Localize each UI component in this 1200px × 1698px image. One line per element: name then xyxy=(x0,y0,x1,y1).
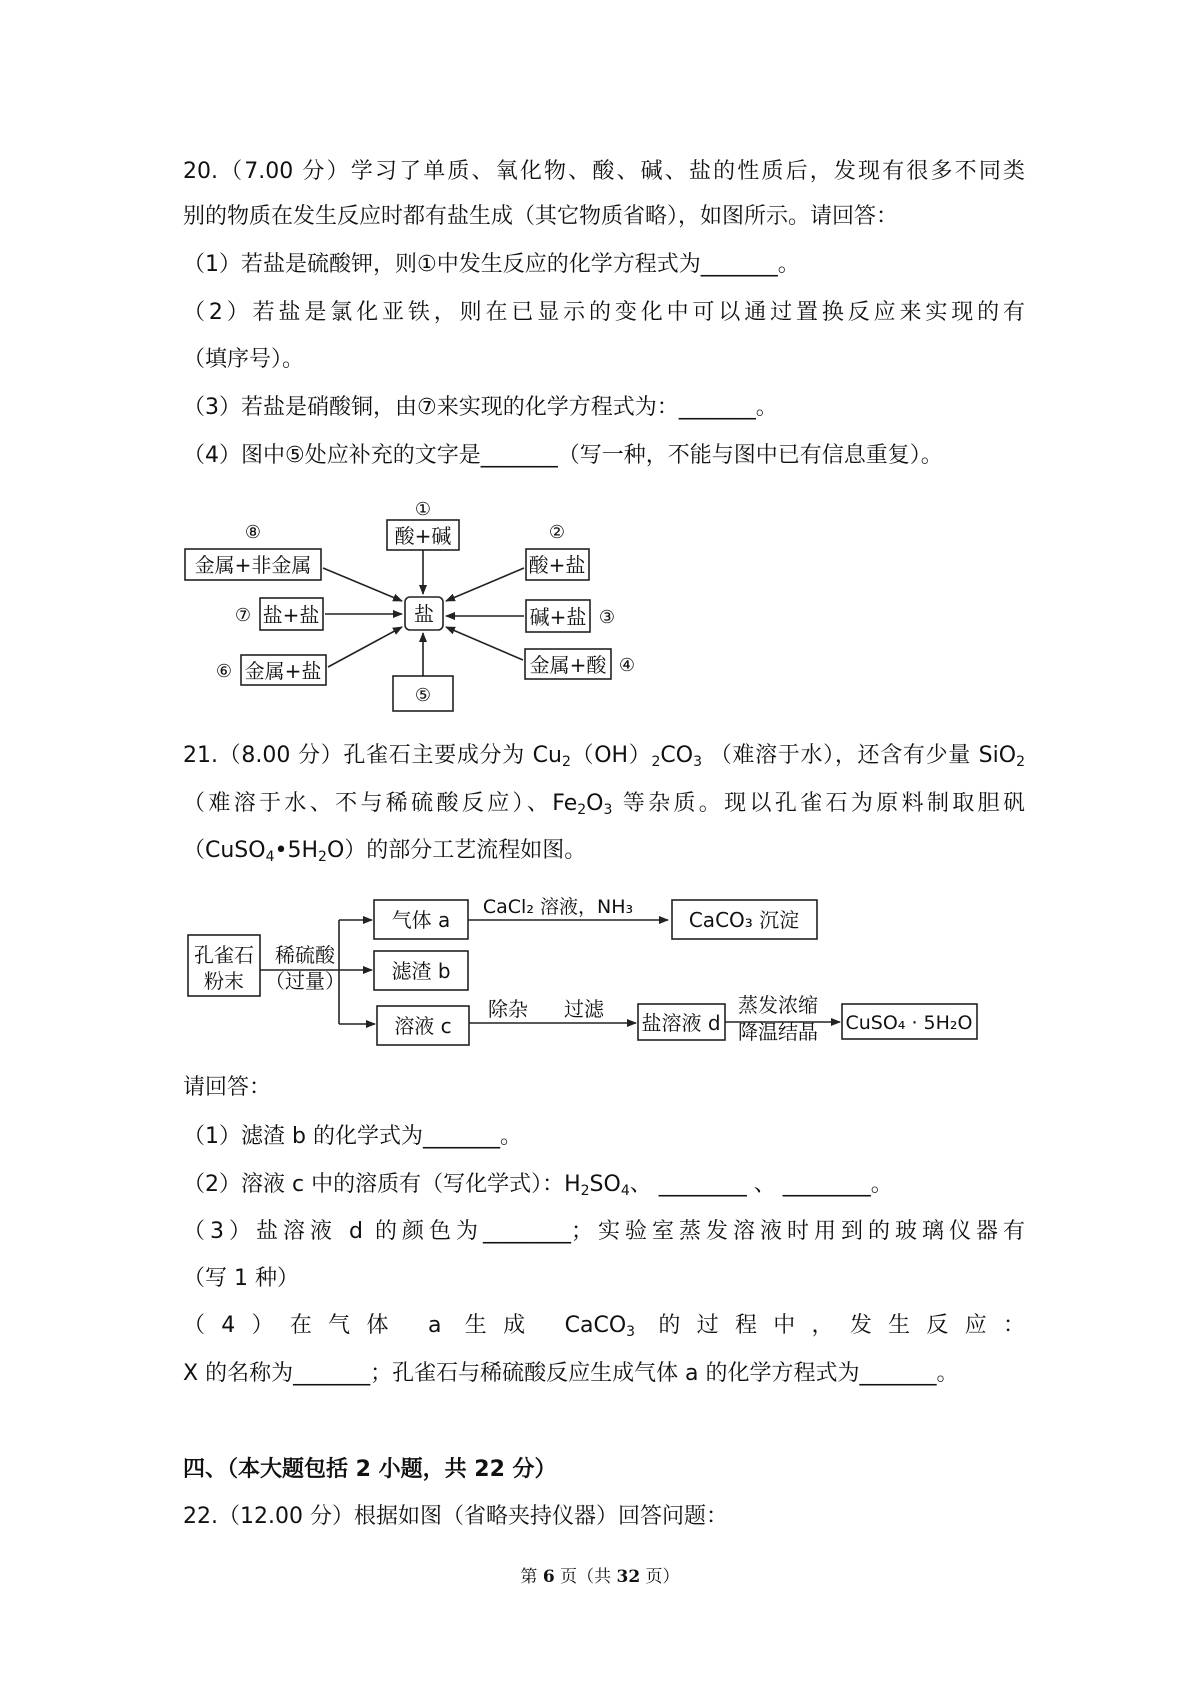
subscript: 3 xyxy=(626,1324,636,1340)
product-box: CuSO₄ · 5H₂O xyxy=(845,1012,973,1034)
text-segment: O）的部分工艺流程如图。 xyxy=(326,838,587,863)
svg-text:金属+酸: 金属+酸 xyxy=(529,653,607,677)
step-filter: 过滤 xyxy=(564,997,604,1021)
subscript: 4 xyxy=(265,849,275,865)
subscript: 2 xyxy=(580,1183,590,1199)
gas-a-box: 气体 a xyxy=(391,908,451,932)
svg-text:④: ④ xyxy=(618,655,636,676)
text-segment: （2）溶液 c 中的溶质有（写化学式）：H xyxy=(183,1172,581,1197)
text-segment: （4）在气体 a 生成 CaCO xyxy=(183,1313,627,1338)
svg-text:金属+非金属: 金属+非金属 xyxy=(194,553,312,577)
text-segment: 20.（7.00 分）学习了单质、氧化物、酸、碱、盐的性质后，发现有很多不同类 xyxy=(183,159,1025,184)
text-segment: （CuSO xyxy=(183,838,266,863)
text-segment: 等杂质。现以孔雀石为原料制取胆矾 xyxy=(612,791,1025,816)
text-segment: 、 ________ 、 ________。 xyxy=(629,1172,893,1197)
svg-text:盐+盐: 盐+盐 xyxy=(262,603,320,627)
process-flow-diagram xyxy=(188,896,977,1045)
text-segment: （3）盐溶液 d 的颜色为________；实验室蒸发溶液时用到的玻璃仪器有 xyxy=(183,1219,1025,1244)
text-segment: 21.（8.00 分）孔雀石主要成分为 Cu xyxy=(183,743,562,768)
svg-text:①: ① xyxy=(414,499,432,520)
node-5-blank xyxy=(393,676,453,711)
text-segment: （OH） xyxy=(570,743,652,768)
subscript: 4 xyxy=(620,1183,630,1199)
svg-text:⑥: ⑥ xyxy=(215,661,233,682)
footer-prefix: 第 xyxy=(520,1567,543,1587)
node-4-metal-acid xyxy=(525,649,635,679)
text-segment: （4）图中⑤处应补充的文字是_______（写一种，不能与图中已有信息重复）。 xyxy=(183,443,943,468)
svg-text:③: ③ xyxy=(598,607,616,628)
text-segment: O xyxy=(586,791,604,816)
node-2-acid-salt xyxy=(526,522,589,580)
text-segment: （难溶于水），还含有少量 SiO xyxy=(702,743,1017,768)
node-1-acid-base xyxy=(387,499,459,550)
subscript: 2 xyxy=(577,802,587,818)
solution-c-box: 溶液 c xyxy=(394,1014,452,1038)
node-8-metal-nonmetal xyxy=(185,522,321,580)
reagent-label-1: 稀硫酸 xyxy=(275,943,335,967)
node-7-salt-salt xyxy=(235,598,323,630)
svg-text:盐: 盐 xyxy=(414,602,434,626)
text-segment: （写 1 种） xyxy=(183,1266,299,1291)
svg-text:酸+盐: 酸+盐 xyxy=(528,553,586,577)
precipitate-box: CaCO₃ 沉淀 xyxy=(688,908,800,932)
total-pages: 32 xyxy=(616,1567,641,1587)
text-segment: （难溶于水、不与稀硫酸反应）、Fe xyxy=(183,791,578,816)
footer-suffix: 页） xyxy=(640,1567,680,1587)
svg-text:碱+盐: 碱+盐 xyxy=(529,605,587,629)
svg-text:②: ② xyxy=(548,522,566,543)
salt-solution-d-box: 盐溶液 d xyxy=(641,1011,721,1035)
text-segment: （填序号）。 xyxy=(183,347,305,372)
text-segment: SO xyxy=(589,1172,621,1197)
subscript: 2 xyxy=(651,754,661,770)
svg-text:⑧: ⑧ xyxy=(244,522,262,543)
text-segment: （2）若盐是氯化亚铁，则在已显示的变化中可以通过置换反应来实现的有 xyxy=(183,300,1025,325)
footer-middle: 页（共 xyxy=(554,1567,617,1587)
node-6-metal-salt xyxy=(216,655,326,685)
text-segment: 请回答： xyxy=(183,1075,272,1100)
text-segment: CO xyxy=(660,743,694,768)
step-crystallize: 降温结晶 xyxy=(738,1020,818,1044)
step-evaporate: 蒸发浓缩 xyxy=(738,993,818,1017)
svg-text:⑤: ⑤ xyxy=(414,685,432,706)
subscript: 2 xyxy=(318,849,327,865)
text-line: 22.（12.00 分）根据如图（省略夹持仪器）回答问题： xyxy=(183,1504,728,1529)
text-segment: 别的物质在发生反应时都有盐生成（其它物质省略），如图所示。请回答： xyxy=(183,204,899,229)
page-number: 6 xyxy=(542,1567,555,1587)
step-remove-impurities: 除杂 xyxy=(488,997,528,1021)
subscript: 3 xyxy=(603,802,613,818)
reagent-label-2: （过量） xyxy=(265,969,345,993)
start-label-1: 孔雀石 xyxy=(194,943,254,967)
start-label-2: 粉末 xyxy=(204,969,244,993)
svg-text:金属+盐: 金属+盐 xyxy=(244,659,322,683)
text-segment: 的过程中，发生反应： xyxy=(658,1313,1025,1338)
subscript: 3 xyxy=(693,754,703,770)
page-footer xyxy=(0,1562,1200,1587)
section-heading: 四、（本大题包括 2 小题，共 22 分） xyxy=(183,1457,557,1482)
text-segment: X 的名称为_______；孔雀石与稀硫酸反应生成气体 a 的化学方程式为_______。 xyxy=(183,1361,959,1386)
text-segment: （3）若盐是硝酸铜，由⑦来实现的化学方程式为：_______。 xyxy=(183,395,778,420)
subscript: 2 xyxy=(1016,754,1025,770)
gas-arrow-label: CaCl₂ 溶液，NH₃ xyxy=(482,896,634,918)
node-3-base-salt xyxy=(526,600,615,632)
subscript: 2 xyxy=(561,754,571,770)
svg-text:酸+碱: 酸+碱 xyxy=(394,524,452,548)
svg-text:⑦: ⑦ xyxy=(234,605,252,626)
residue-b-box: 滤渣 b xyxy=(391,959,451,983)
text-segment: •5H xyxy=(274,838,319,863)
center-salt-node xyxy=(405,597,443,630)
text-segment: （1）若盐是硫酸钾，则①中发生反应的化学方程式为_______。 xyxy=(183,252,800,277)
text-segment: （1）滤渣 b 的化学式为_______。 xyxy=(183,1124,522,1149)
